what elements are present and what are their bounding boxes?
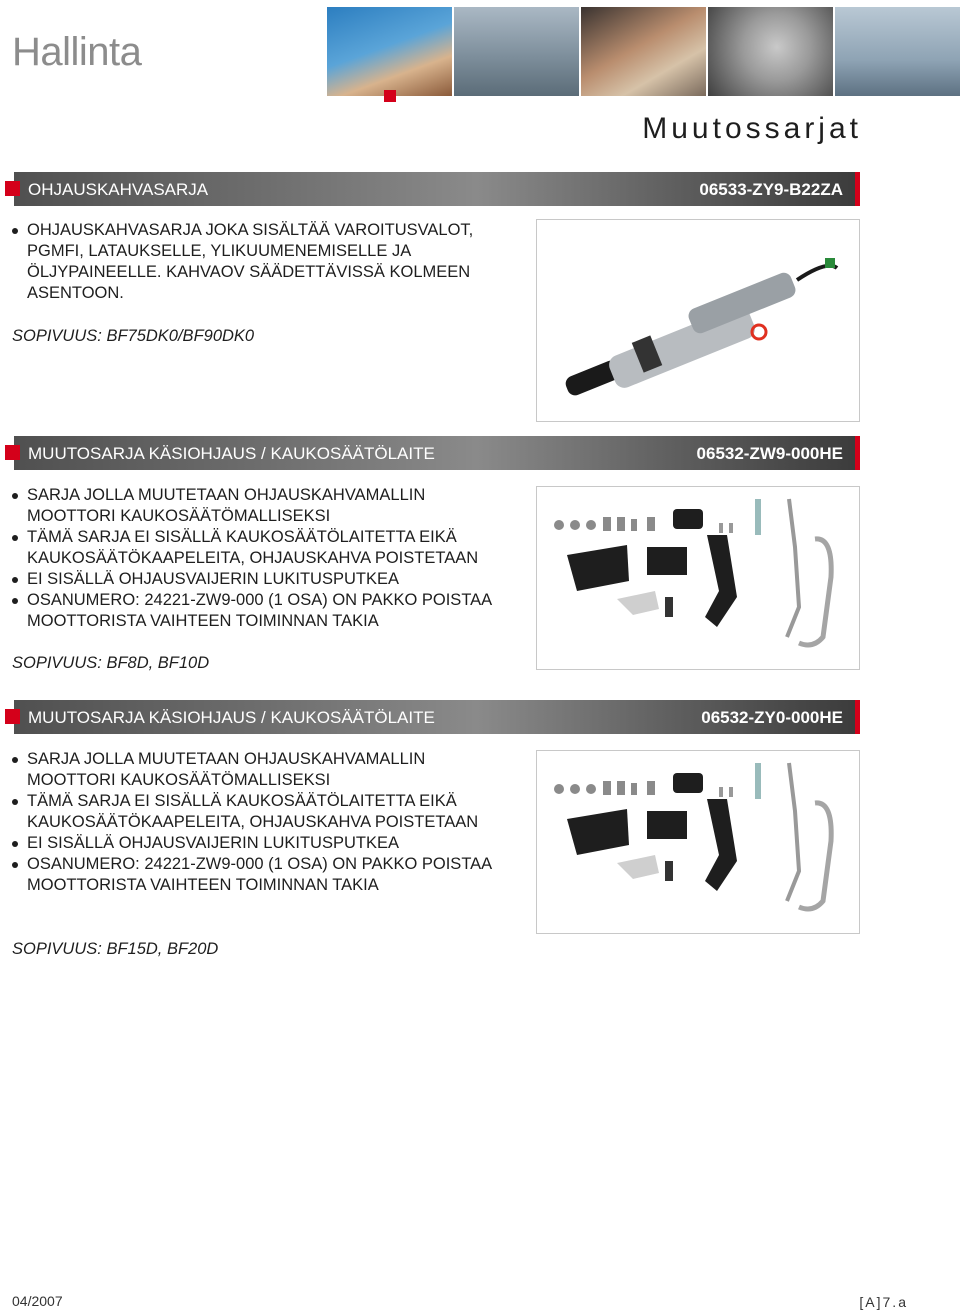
header-photo-captain [581,7,706,96]
product-name: MUUTOSARJA KÄSIOHJAUS / KAUKOSÄÄTÖLAITE [28,444,435,463]
page-title: Hallinta [12,30,142,74]
description-item: EI SISÄLLÄ OHJAUSVAIJERIN LUKITUSPUTKEA [12,833,512,854]
conversion-kit-image [536,486,860,670]
header-photo-gauges [708,7,833,96]
page-number: [A]7.a [859,1294,908,1310]
red-square-marker [5,445,20,460]
product-description [12,485,512,632]
header-photo-boat [454,7,579,96]
description-item: TÄMÄ SARJA EI SISÄLLÄ KAUKOSÄÄTÖLAITETTA EIKÄ KAUKOSÄÄTÖKAAPELEITA, OHJAUSKAHVA POISTETAAN [12,527,512,569]
red-square-marker [5,709,20,724]
product-header-bar [14,436,860,470]
product-code: 06532-ZY0-000HE [701,708,843,727]
tiller-handle-image [536,219,860,422]
product-name: MUUTOSARJA KÄSIOHJAUS / KAUKOSÄÄTÖLAITE [28,708,435,727]
red-square-marker [384,90,396,102]
product-code: 06532-ZW9-000HE [696,444,843,463]
description-item: EI SISÄLLÄ OHJAUSVAIJERIN LUKITUSPUTKEA [12,569,512,590]
product-fitment: SOPIVUUS: BF8D, BF10D [12,654,210,672]
description-item: OSANUMERO: 24221-ZW9-000 (1 OSA) ON PAKKO POISTAA MOOTTORISTA VAIHTEEN TOIMINNAN TAKIA [12,590,512,632]
product-code: 06533-ZY9-B22ZA [699,180,843,199]
description-item: OSANUMERO: 24221-ZW9-000 (1 OSA) ON PAKKO POISTAA MOOTTORISTA VAIHTEEN TOIMINNAN TAKIA [12,854,512,896]
product-description [12,220,512,304]
product-fitment: SOPIVUUS: BF15D, BF20D [12,940,219,958]
product-fitment: SOPIVUUS: BF75DK0/BF90DK0 [12,327,255,345]
product-description [12,749,512,896]
description-item: SARJA JOLLA MUUTETAAN OHJAUSKAHVAMALLIN MOOTTORI KAUKOSÄÄTÖMALLISEKSI [12,749,512,791]
product-name: OHJAUSKAHVASARJA [28,180,209,199]
header-photo-strip [327,7,960,96]
description-item: OHJAUSKAHVASARJA JOKA SISÄLTÄÄ VAROITUSVALOT, PGMFI, LATAUKSELLE, YLIKUUMENEMISELLE JA ÖLJYPAINEELLE. KAHVAOV SÄÄDETTÄVISSÄ KOLMEEN ASENTOON. [12,220,512,304]
red-square-marker [5,181,20,196]
product-header-bar [14,172,860,206]
header-photo-people [327,7,452,96]
description-item: TÄMÄ SARJA EI SISÄLLÄ KAUKOSÄÄTÖLAITETTA EIKÄ KAUKOSÄÄTÖKAAPELEITA, OHJAUSKAHVA POISTETAAN [12,791,512,833]
section-title: Muutossarjat [642,112,862,145]
footer-date: 04/2007 [12,1293,63,1309]
conversion-kit-image [536,750,860,934]
description-item: SARJA JOLLA MUUTETAAN OHJAUSKAHVAMALLIN MOOTTORI KAUKOSÄÄTÖMALLISEKSI [12,485,512,527]
header-photo-engines [835,7,960,96]
product-header-bar [14,700,860,734]
